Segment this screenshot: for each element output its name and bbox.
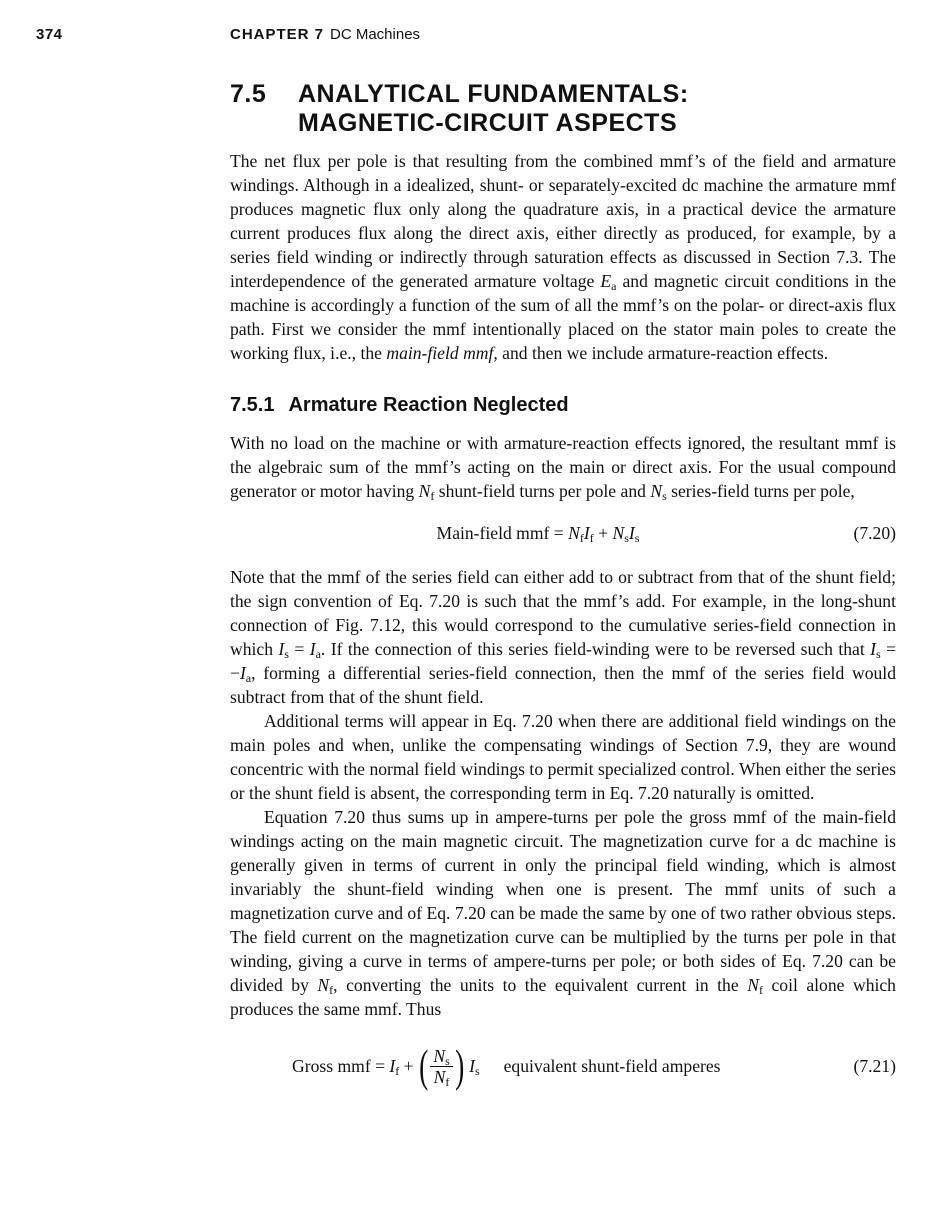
- section-number: 7.5: [230, 80, 267, 108]
- eq-operator: =: [288, 639, 310, 659]
- var-ea: [600, 271, 616, 291]
- subsection-paragraph-1: [230, 431, 896, 503]
- equation-number: (7.20): [853, 523, 896, 543]
- equation-7-20: [230, 521, 896, 545]
- section-title-line-2: MAGNETIC-CIRCUIT ASPECTS: [298, 109, 678, 137]
- var-symbol: N: [317, 975, 330, 995]
- text-run: Equation 7.20 thus sums up in ampere-turns per pole the gross mmf of the main-field windings acting on the main magnetic circuit. The magnetization curve for a dc machine is generally given in terms of current in only the principal field winding, which is almost invariably the shunt-field winding when one is present. The mmf units of such a magnetization curve and of Eq. 7.20 can be made the same by one of two rather obvious steps. The field current on the magnetization curve can be multiplied by the turns per pole in that winding, giving a curve in terms of ampere-turns per pole; or both sides of Eq. 7.20 can be divided by: [230, 807, 896, 995]
- eq-lhs: Main-field mmf =: [436, 523, 569, 543]
- text-run: series-field turns per pole,: [666, 481, 855, 501]
- eq-operator: = −: [230, 639, 896, 683]
- equation-body: [230, 1040, 826, 1091]
- running-head: [36, 26, 896, 48]
- var-is: [278, 639, 289, 659]
- eq-operator: +: [399, 1056, 418, 1076]
- subscript: s: [445, 1053, 450, 1068]
- page-number: 374: [36, 26, 63, 43]
- subscript: f: [579, 531, 584, 545]
- subscript: f: [589, 531, 594, 545]
- text-run: Note that the mmf of the series field can either add to or subtract from that of the shunt field; the sign convention of Eq. 7.20 is such that the mmf’s add. For example, in the long-shunt connection of Fig. 7.12, this would correspond to the cumulative series-field connection in which: [230, 567, 896, 659]
- var-nf: [747, 975, 763, 995]
- eq-term: [389, 1054, 399, 1078]
- subscript: a: [315, 647, 321, 661]
- eq-operator: +: [593, 523, 613, 543]
- text-run: and magnetic circuit conditions in the machine is accordingly a function of the sum of all the mmf’s on the polar- or direct-axis flux path. First we consider the mmf intentionally placed on the stator main poles to create the working flux, i.e., the: [230, 271, 897, 363]
- text-run: shunt-field turns per pole and: [434, 481, 651, 501]
- text-run: , converting the units to the equivalent current in the: [333, 975, 748, 995]
- var-nf: [317, 975, 333, 995]
- eq-term: [612, 523, 639, 543]
- text-run: . If the connection of this series field-winding were to be reversed such that: [320, 639, 871, 659]
- var-symbol: N: [612, 523, 625, 543]
- var-symbol: N: [433, 1066, 446, 1087]
- text-run: coil alone which produces the same mmf. Thus: [230, 975, 896, 1019]
- chapter-heading: [230, 26, 420, 43]
- eq-term: [568, 523, 594, 543]
- subscript: s: [624, 531, 629, 545]
- page-body: [230, 80, 896, 1109]
- var-symbol: N: [418, 481, 431, 501]
- var-symbol: I: [469, 1056, 475, 1076]
- text-run: The net flux per pole is that resulting from the combined mmf’s of the field and armature windings. Although in a idealized, shunt- or separately-excited dc machine the armature mmf produces magnetic flux only along the quadrature axis, in a practical device the armature current produces flux along the direct axis, either directly as produced, for example, by a series field winding or indirectly through saturation effects as discussed in Section 7.3. The interdependence of the generated armature voltage: [230, 151, 896, 291]
- var-symbol: I: [239, 663, 246, 683]
- chapter-label: CHAPTER 7: [230, 26, 325, 43]
- equation-7-21: [230, 1040, 896, 1091]
- subscript: f: [758, 983, 763, 997]
- subscript: a: [611, 279, 617, 293]
- subsection-paragraph-2: [230, 565, 896, 709]
- emphasis-main-field-mmf: main-field mmf,: [386, 343, 498, 363]
- equation-number: (7.21): [853, 1056, 896, 1076]
- subscript: s: [662, 489, 667, 503]
- text-run: , forming a differential series-field connection, then the mmf of the series field would subtract from that of the shunt field.: [230, 663, 896, 707]
- fraction: [430, 1046, 452, 1087]
- var-nf: [419, 481, 435, 501]
- var-symbol: I: [628, 523, 635, 543]
- var-symbol: N: [650, 481, 663, 501]
- text-run: and then we include armature-reaction effects.: [497, 343, 829, 363]
- var-symbol: E: [600, 271, 612, 291]
- subsection-title: Armature Reaction Neglected: [288, 394, 569, 416]
- var-ia: [310, 639, 321, 659]
- var-ns: [650, 481, 666, 501]
- var-symbol: N: [747, 975, 759, 995]
- section-heading: [230, 80, 896, 138]
- right-paren: ): [454, 1040, 465, 1091]
- subscript: s: [634, 531, 640, 545]
- var-is: [870, 639, 881, 659]
- eq-term: [469, 1054, 480, 1078]
- text-run: With no load on the machine or with armature-reaction effects ignored, the resultant mmf is the algebraic sum of the mmf’s acting on the main or direct axis. For the usual compound generator or motor having: [230, 433, 896, 501]
- var-symbol: I: [309, 639, 316, 659]
- subscript: f: [395, 1064, 400, 1078]
- section-title-line-1: ANALYTICAL FUNDAMENTALS:: [298, 80, 689, 108]
- subsection-heading: [230, 393, 896, 417]
- section-paragraph-1: [230, 149, 896, 365]
- var-symbol: N: [433, 1045, 446, 1066]
- equation-note: equivalent shunt-field amperes: [503, 1056, 721, 1076]
- eq-lhs: Gross mmf =: [292, 1056, 390, 1076]
- numerator: [430, 1046, 452, 1067]
- left-paren: (: [419, 1040, 429, 1091]
- var-symbol: I: [278, 639, 285, 659]
- subscript: f: [329, 983, 334, 997]
- subsection-paragraph-3: Additional terms will appear in Eq. 7.20 when there are additional field windings on the main poles and when, unlike the compensating windings of Section 7.9, they are wound concentric with the normal field windings to permit specialized control. When either the series or the shunt field is absent, the corresponding term in Eq. 7.20 naturally is omitted.: [230, 711, 896, 803]
- var-symbol: I: [583, 523, 590, 543]
- var-symbol: I: [389, 1056, 396, 1076]
- chapter-title: DC Machines: [330, 26, 421, 43]
- subscript: s: [474, 1064, 480, 1078]
- subscript: a: [245, 671, 252, 685]
- subscript: f: [430, 489, 435, 503]
- var-ia: [240, 663, 251, 683]
- subscript: s: [875, 647, 881, 661]
- denominator: [431, 1067, 453, 1087]
- subscript: s: [284, 647, 289, 661]
- var-symbol: N: [568, 523, 580, 543]
- subsection-number: 7.5.1: [230, 394, 275, 416]
- subscript: f: [445, 1074, 450, 1089]
- var-symbol: I: [870, 639, 876, 659]
- section-title: [298, 80, 689, 138]
- subsection-paragraph-4: [230, 805, 896, 1021]
- equation-body: [230, 521, 826, 545]
